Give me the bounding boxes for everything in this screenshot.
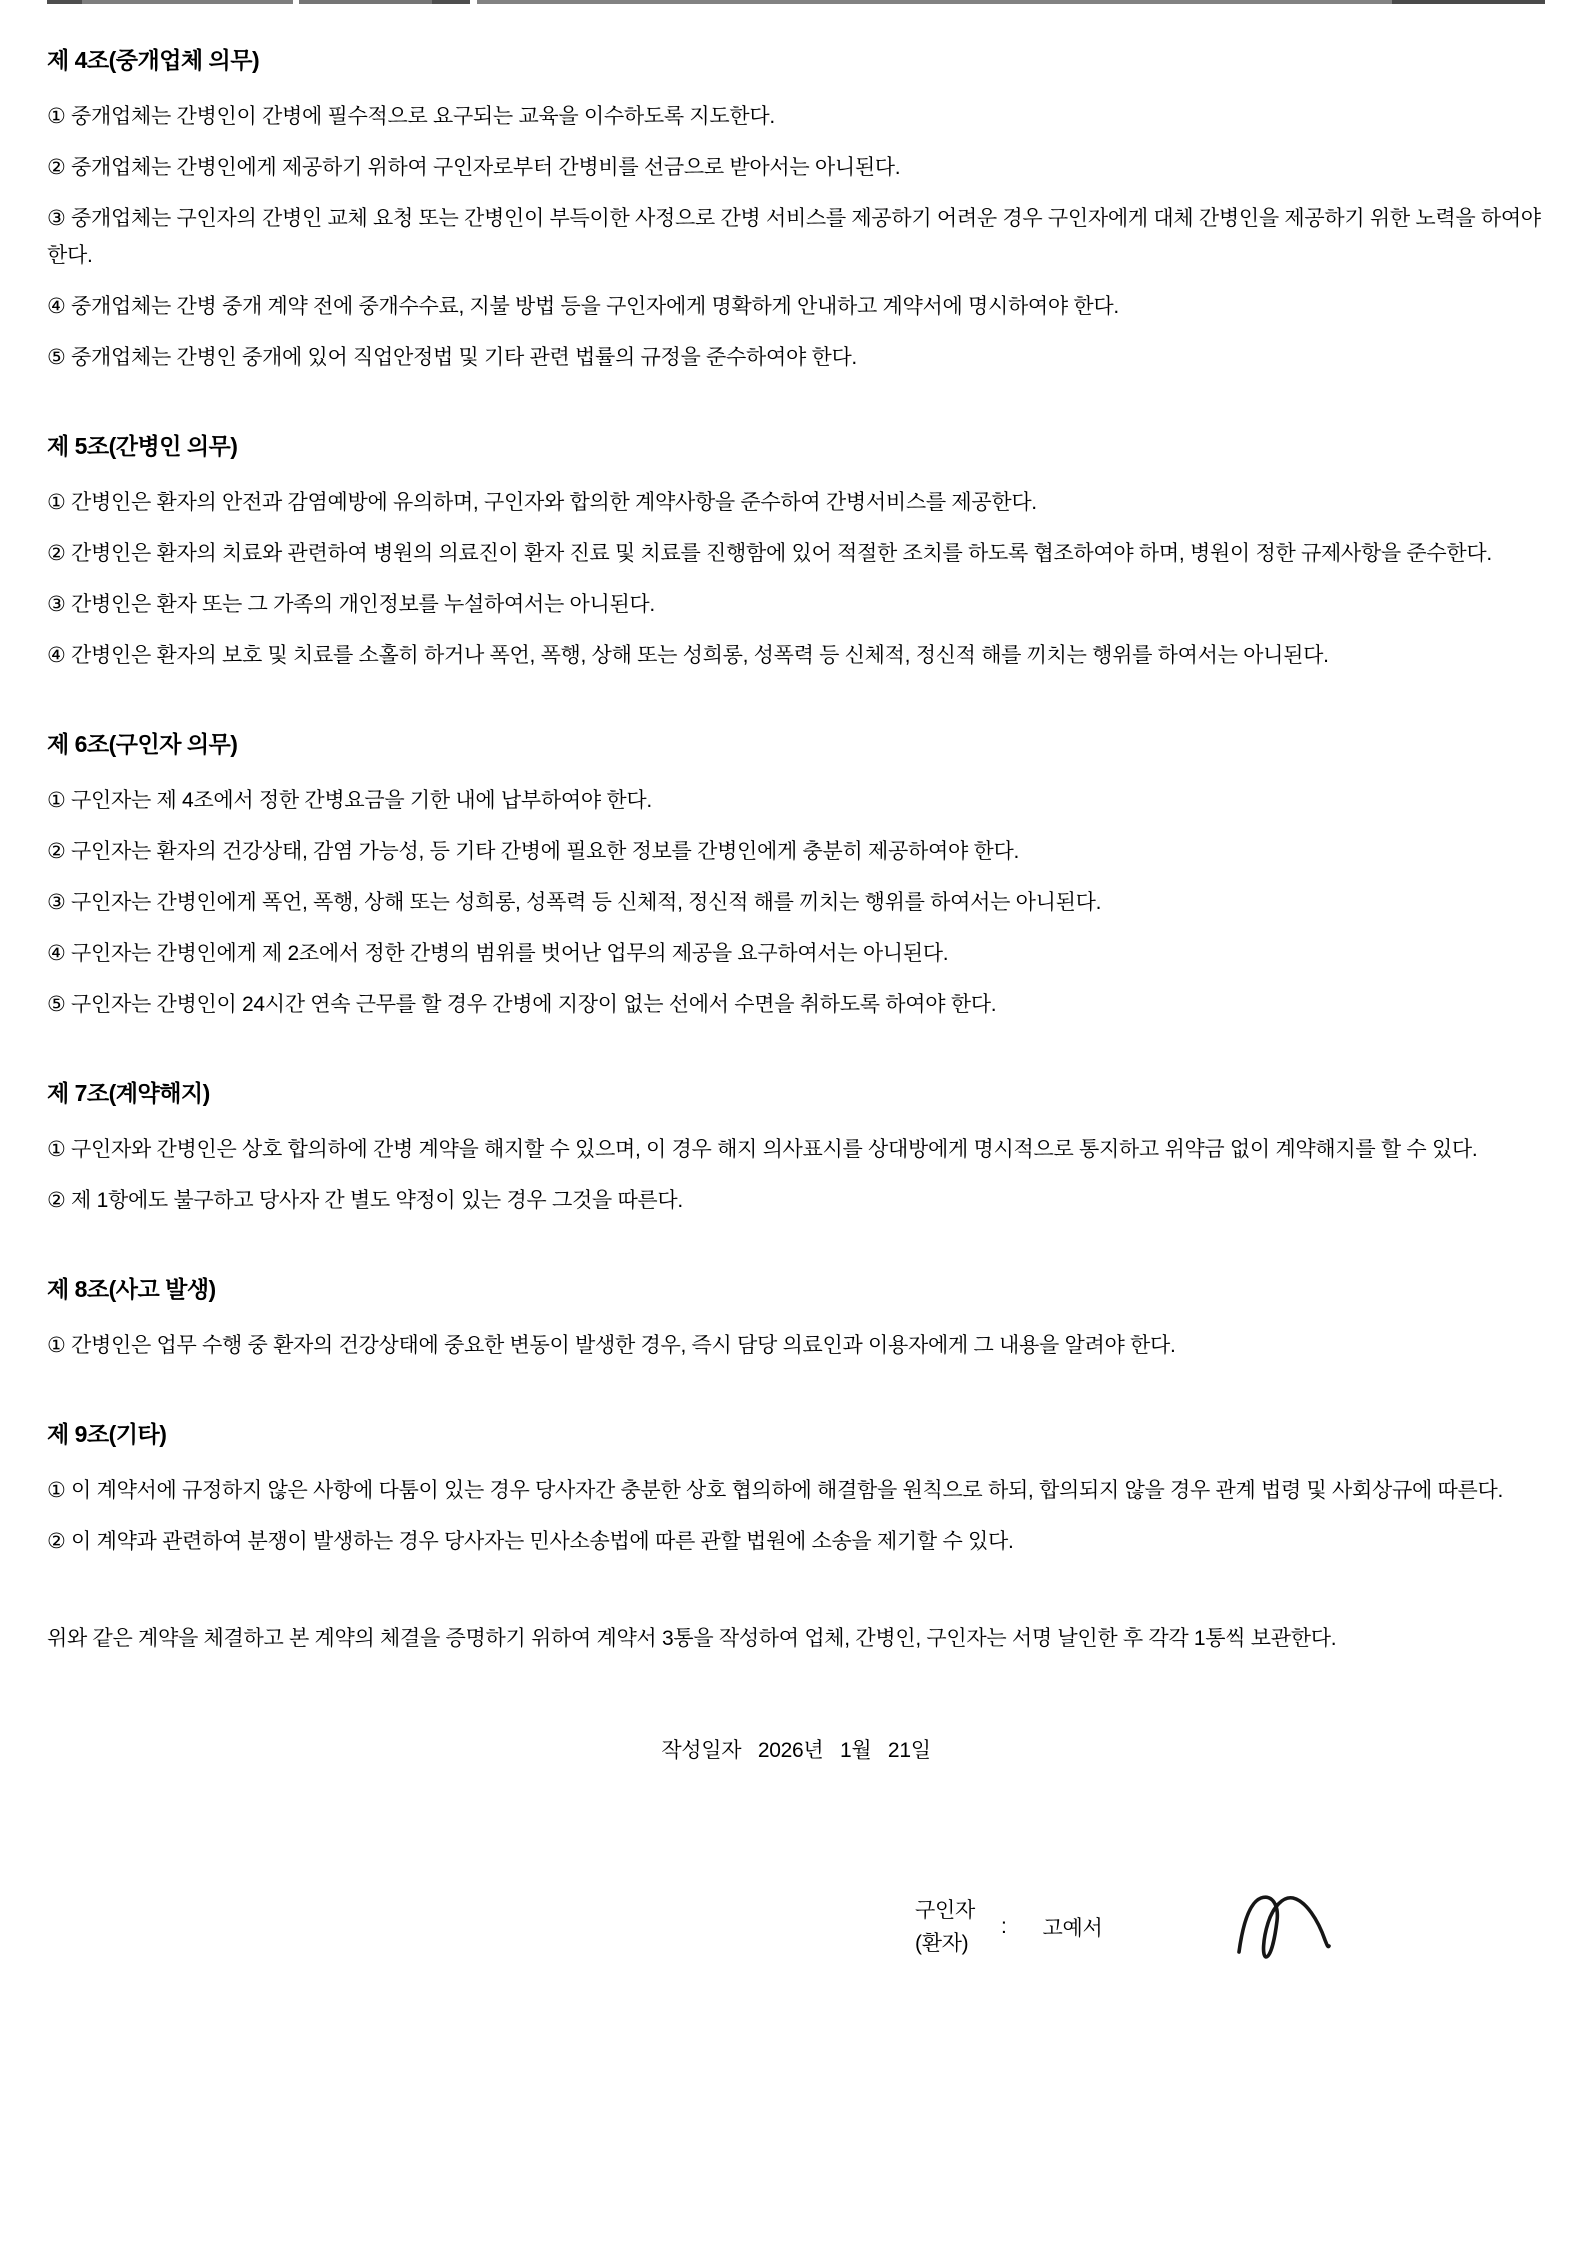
signing-date: 작성일자 2026년 1월 21일 — [661, 1739, 931, 1762]
article-5-title: 제 5조(간병인 의무) — [47, 433, 238, 459]
article-6 — [47, 730, 1545, 1023]
article-6-clause-3: ③ 구인자는 간병인에게 폭언, 폭행, 상해 또는 성희롱, 성폭력 등 신체적, 정신적 해를 끼치는 행위를 하여서는 아니된다. — [47, 891, 1102, 914]
article-5-clause-1: ① 간병인은 환자의 안전과 감염예방에 유의하며, 구인자와 합의한 계약사항을 준수하여 간병서비스를 제공한다. — [47, 491, 1037, 514]
article-5 — [47, 432, 1545, 674]
article-5-clause-3: ③ 간병인은 환자 또는 그 가족의 개인정보를 누설하여서는 아니된다. — [47, 593, 655, 616]
article-4-clause-5: ⑤ 중개업체는 간병인 중개에 있어 직업안정법 및 기타 관련 법률의 규정을 준수하여야 한다. — [47, 346, 857, 369]
article-4-clause-3: ③ 중개업체는 구인자의 간병인 교체 요청 또는 간병인이 부득이한 사정으로 간병 서비스를 제공하기 어려운 경우 구인자에게 대체 간병인을 제공하기 위한 노력을 하여야 한다. — [47, 207, 1541, 267]
article-6-title: 제 6조(구인자 의무) — [47, 731, 238, 757]
article-4-clause-1: ① 중개업체는 간병인이 간병에 필수적으로 요구되는 교육을 이수하도록 지도한다. — [47, 105, 775, 128]
article-6-clause-5: ⑤ 구인자는 간병인이 24시간 연속 근무를 할 경우 간병에 지장이 없는 선에서 수면을 취하도록 하여야 한다. — [47, 993, 997, 1016]
article-7-clause-2: ② 제 1항에도 불구하고 당사자 간 별도 약정이 있는 경우 그것을 따른다. — [47, 1189, 683, 1212]
article-7 — [47, 1079, 1545, 1219]
article-7-clause-1: ① 구인자와 간병인은 상호 합의하에 간병 계약을 해지할 수 있으며, 이 경우 해지 의사표시를 상대방에게 명시적으로 통지하고 위약금 없이 계약해지를 할 수 있다. — [47, 1138, 1478, 1161]
article-4-title: 제 4조(중개업체 의무) — [47, 47, 260, 73]
article-8-clause-1: ① 간병인은 업무 수행 중 환자의 건강상태에 중요한 변동이 발생한 경우, 즉시 담당 의료인과 이용자에게 그 내용을 알려야 한다. — [47, 1334, 1176, 1357]
article-5-clause-4: ④ 간병인은 환자의 보호 및 치료를 소홀히 하거나 폭언, 폭행, 상해 또는 성희롱, 성폭력 등 신체적, 정신적 해를 끼치는 행위를 하여서는 아니된다. — [47, 644, 1329, 667]
signer-role-line2: (환자) — [915, 1932, 969, 1955]
article-7-title: 제 7조(계약해지) — [47, 1080, 210, 1106]
article-4 — [47, 46, 1545, 376]
article-6-clause-4: ④ 구인자는 간병인에게 제 2조에서 정한 간병의 범위를 벗어난 업무의 제공을 요구하여서는 아니된다. — [47, 942, 949, 965]
article-6-clause-1: ① 구인자는 제 4조에서 정한 간병요금을 기한 내에 납부하여야 한다. — [47, 789, 652, 812]
article-9-clause-1: ① 이 계약서에 규정하지 않은 사항에 다툼이 있는 경우 당사자간 충분한 상호 협의하에 해결함을 원칙으로 하되, 합의되지 않을 경우 관계 법령 및 사회상규에 따른다. — [47, 1479, 1503, 1502]
article-9-title: 제 9조(기타) — [47, 1421, 167, 1447]
signer-role-label — [915, 1894, 975, 1960]
article-5-clause-2: ② 간병인은 환자의 치료와 관련하여 병원의 의료진이 환자 진료 및 치료를 진행함에 있어 적절한 조치를 하도록 협조하여야 하며, 병원이 정한 규제사항을 준수한다. — [47, 542, 1492, 565]
article-8-title: 제 8조(사고 발생) — [47, 1276, 216, 1302]
signer-name: 고예서 — [1042, 1917, 1103, 1940]
article-4-clause-2: ② 중개업체는 간병인에게 제공하기 위하여 구인자로부터 간병비를 선금으로 받아서는 아니된다. — [47, 156, 901, 179]
closing-paragraph: 위와 같은 계약을 체결하고 본 계약의 체결을 증명하기 위하여 계약서 3통을 작성하여 업체, 간병인, 구인자는 서명 날인한 후 각각 1통씩 보관한다. — [47, 1627, 1337, 1650]
article-4-clause-4: ④ 중개업체는 간병 중개 계약 전에 중개수수료, 지불 방법 등을 구인자에게 명확하게 안내하고 계약서에 명시하여야 한다. — [47, 295, 1119, 318]
article-6-clause-2: ② 구인자는 환자의 건강상태, 감염 가능성, 등 기타 간병에 필요한 정보를 간병인에게 충분히 제공하여야 한다. — [47, 840, 1020, 863]
signer-role-line1: 구인자 — [915, 1899, 975, 1922]
article-9 — [47, 1420, 1545, 1560]
signature-separator: : — [1000, 1915, 1007, 1938]
handwritten-signature-mark — [1234, 1892, 1344, 1962]
signature-block — [915, 1884, 1545, 1970]
article-9-clause-2: ② 이 계약과 관련하여 분쟁이 발생하는 경우 당사자는 민사소송법에 따른 관할 법원에 소송을 제기할 수 있다. — [47, 1530, 1014, 1553]
article-8 — [47, 1275, 1545, 1364]
